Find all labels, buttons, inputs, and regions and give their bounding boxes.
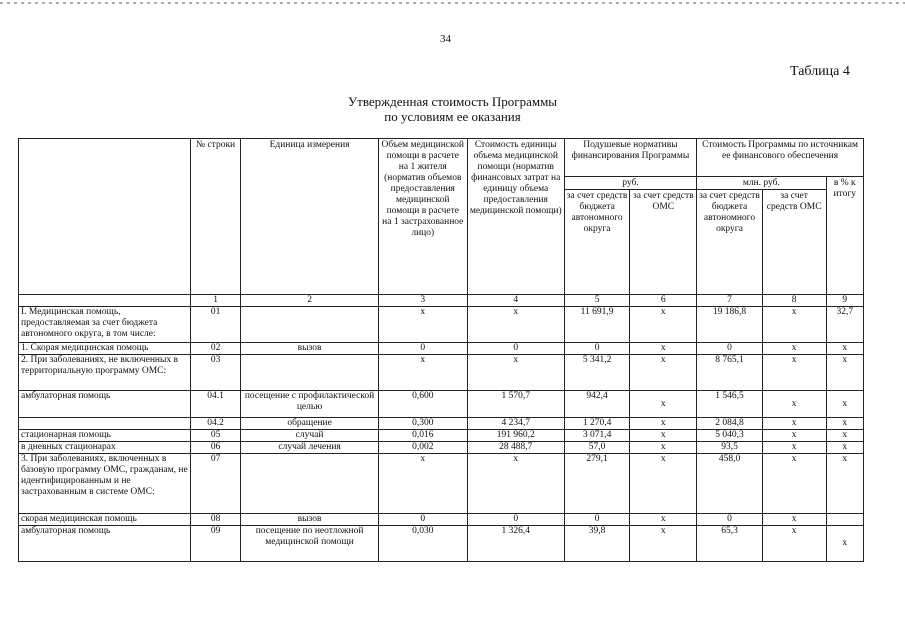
row-pc-oms: x (630, 307, 697, 343)
row-name: 2. При заболеваниях, не включенных в территориальную программу ОМС: (19, 355, 191, 391)
row-num: 03 (190, 355, 241, 391)
header-per-capita-unit: руб. (564, 177, 696, 190)
row-pc-oms: x (630, 442, 697, 454)
row-percent: x (826, 418, 863, 430)
col-num: 5 (564, 295, 630, 307)
title-line-2: по условиям ее оказания (384, 109, 521, 124)
row-percent (826, 514, 863, 526)
row-cost: 0 (467, 514, 564, 526)
row-pr-budget: 65,3 (697, 526, 763, 562)
row-cost: 191 960,2 (467, 430, 564, 442)
row-pr-budget: 0 (697, 514, 763, 526)
row-pr-oms: x (762, 514, 826, 526)
row-pr-oms: x (762, 454, 826, 514)
cost-table (18, 138, 864, 578)
header-percent: в % к итогу (826, 177, 863, 295)
row-pr-budget: 458,0 (697, 454, 763, 514)
row-num: 05 (190, 430, 241, 442)
row-volume: x (378, 355, 467, 391)
row-volume: 0,002 (378, 442, 467, 454)
row-num: 04.1 (190, 391, 241, 418)
row-name: амбулаторная помощь (19, 526, 191, 562)
row-volume: 0,016 (378, 430, 467, 442)
scan-top-edge (0, 2, 905, 4)
row-unit: посещение по неотложной медицинской помощи (241, 526, 378, 562)
row-name: 3. При заболеваниях, включенных в базовую программу ОМС, гражданам, не идентифицированным и не застрахованным в системе ОМС: (19, 454, 191, 514)
row-pr-oms: x (762, 343, 826, 355)
row-pc-oms: x (630, 391, 697, 418)
row-unit: вызов (241, 514, 378, 526)
row-percent: x (826, 391, 863, 418)
row-name: I. Медицинская помощь, предоставляемая за счет бюджета автономного округа, в том числе: (19, 307, 191, 343)
row-cost: 1 326,4 (467, 526, 564, 562)
header-unit: Единица измерения (241, 139, 378, 295)
table-row (19, 418, 864, 430)
row-cost: 0 (467, 343, 564, 355)
row-num: 02 (190, 343, 241, 355)
row-name: стационарная помощь (19, 430, 191, 442)
row-name: скорая медицинская помощь (19, 514, 191, 526)
table-row (19, 526, 864, 562)
row-unit (241, 454, 378, 514)
row-pc-oms: x (630, 418, 697, 430)
row-name: 1. Скорая медицинская помощь (19, 343, 191, 355)
row-volume: x (378, 307, 467, 343)
row-name: амбулаторная помощь (19, 391, 191, 418)
row-unit: посещение с профилактической целью (241, 391, 378, 418)
table-row (19, 355, 864, 391)
row-pr-budget: 0 (697, 343, 763, 355)
row-name: в дневных стационарах (19, 442, 191, 454)
row-pr-budget: 19 186,8 (697, 307, 763, 343)
table-row (19, 442, 864, 454)
row-pc-oms: x (630, 430, 697, 442)
row-volume: x (378, 454, 467, 514)
row-pr-oms: x (762, 307, 826, 343)
col-num: 8 (762, 295, 826, 307)
row-cost: x (467, 454, 564, 514)
row-pr-budget: 2 084,8 (697, 418, 763, 430)
row-name (19, 418, 191, 430)
row-pc-oms: x (630, 526, 697, 562)
table-row (19, 514, 864, 526)
row-pr-budget: 8 765,1 (697, 355, 763, 391)
row-unit: вызов (241, 343, 378, 355)
col-num: 2 (241, 295, 378, 307)
row-pr-oms: x (762, 526, 826, 562)
row-pr-oms: x (762, 355, 826, 391)
row-pc-budget: 0 (564, 514, 630, 526)
row-pc-budget: 39,8 (564, 526, 630, 562)
header-per-capita: Подушевые нормативы финансирования Программы (564, 139, 696, 177)
row-percent: 32,7 (826, 307, 863, 343)
row-unit: обращение (241, 418, 378, 430)
row-unit: случай (241, 430, 378, 442)
row-num: 06 (190, 442, 241, 454)
row-volume: 0 (378, 514, 467, 526)
row-cost: 1 570,7 (467, 391, 564, 418)
header-per-capita-budget: за счет средств бюджета автономного округа (564, 190, 630, 295)
row-cost: 4 234,7 (467, 418, 564, 430)
row-pc-oms: x (630, 355, 697, 391)
row-num: 08 (190, 514, 241, 526)
row-pr-budget: 5 040,3 (697, 430, 763, 442)
table-row (19, 343, 864, 355)
row-cost: x (467, 355, 564, 391)
row-pr-budget: 93,5 (697, 442, 763, 454)
row-unit (241, 355, 378, 391)
table-row (19, 454, 864, 514)
col-num: 1 (190, 295, 241, 307)
header-volume: Объем медицинской помощи в расчете на 1 жителя (норматив объемов предоставления медицинской помощи в расчете на 1 застрахованное лицо) (378, 139, 467, 295)
table-label: Таблица 4 (790, 64, 850, 79)
row-pc-oms: x (630, 343, 697, 355)
document-title (300, 94, 605, 124)
row-num: 09 (190, 526, 241, 562)
header-name (19, 139, 191, 295)
col-num-blank (19, 295, 191, 307)
row-pr-oms: x (762, 442, 826, 454)
col-num: 4 (467, 295, 564, 307)
row-pr-oms: x (762, 391, 826, 418)
row-pr-budget: 1 546,5 (697, 391, 763, 418)
header-cost: Стоимость единицы объема медицинской помощи (норматив финансовых затрат на единицу объема предоставления медицинской помощи) (467, 139, 564, 295)
row-num: 01 (190, 307, 241, 343)
row-volume: 0,030 (378, 526, 467, 562)
table-row (19, 307, 864, 343)
row-percent: x (826, 355, 863, 391)
row-pc-oms: x (630, 514, 697, 526)
col-num: 9 (826, 295, 863, 307)
row-pc-budget: 279,1 (564, 454, 630, 514)
row-pc-oms: x (630, 454, 697, 514)
row-percent: x (826, 454, 863, 514)
header-program-budget: за счет средств бюджета автономного округа (697, 190, 763, 295)
row-pc-budget: 0 (564, 343, 630, 355)
row-pc-budget: 5 341,2 (564, 355, 630, 391)
table-row (19, 391, 864, 418)
row-pc-budget: 942,4 (564, 391, 630, 418)
row-percent: x (826, 343, 863, 355)
row-num: 07 (190, 454, 241, 514)
row-pr-oms: x (762, 418, 826, 430)
col-num: 3 (378, 295, 467, 307)
row-pc-budget: 1 270,4 (564, 418, 630, 430)
header-program-cost: Стоимость Программы по источникам ее финансового обеспечения (697, 139, 864, 177)
row-unit (241, 307, 378, 343)
row-volume: 0,600 (378, 391, 467, 418)
header-row-num: № строки (190, 139, 241, 295)
row-pc-budget: 57,0 (564, 442, 630, 454)
table-row (19, 430, 864, 442)
row-pc-budget: 11 691,9 (564, 307, 630, 343)
col-num: 7 (697, 295, 763, 307)
row-percent: x (826, 526, 863, 562)
header-per-capita-oms: за счет средств ОМС (630, 190, 697, 295)
row-cost: x (467, 307, 564, 343)
row-pr-oms: x (762, 430, 826, 442)
title-line-1: Утвержденная стоимость Программы (347, 94, 558, 109)
row-unit: случай лечения (241, 442, 378, 454)
row-pc-budget: 3 071,4 (564, 430, 630, 442)
column-numbers-row (19, 295, 864, 307)
page-number: 34 (440, 33, 451, 45)
header-program-oms: за счет средств ОМС (762, 190, 826, 295)
row-percent: x (826, 442, 863, 454)
row-num: 04.2 (190, 418, 241, 430)
col-num: 6 (630, 295, 697, 307)
row-percent: x (826, 430, 863, 442)
header-program-cost-unit: млн. руб. (697, 177, 826, 190)
row-cost: 28 488,7 (467, 442, 564, 454)
row-volume: 0,300 (378, 418, 467, 430)
row-volume: 0 (378, 343, 467, 355)
